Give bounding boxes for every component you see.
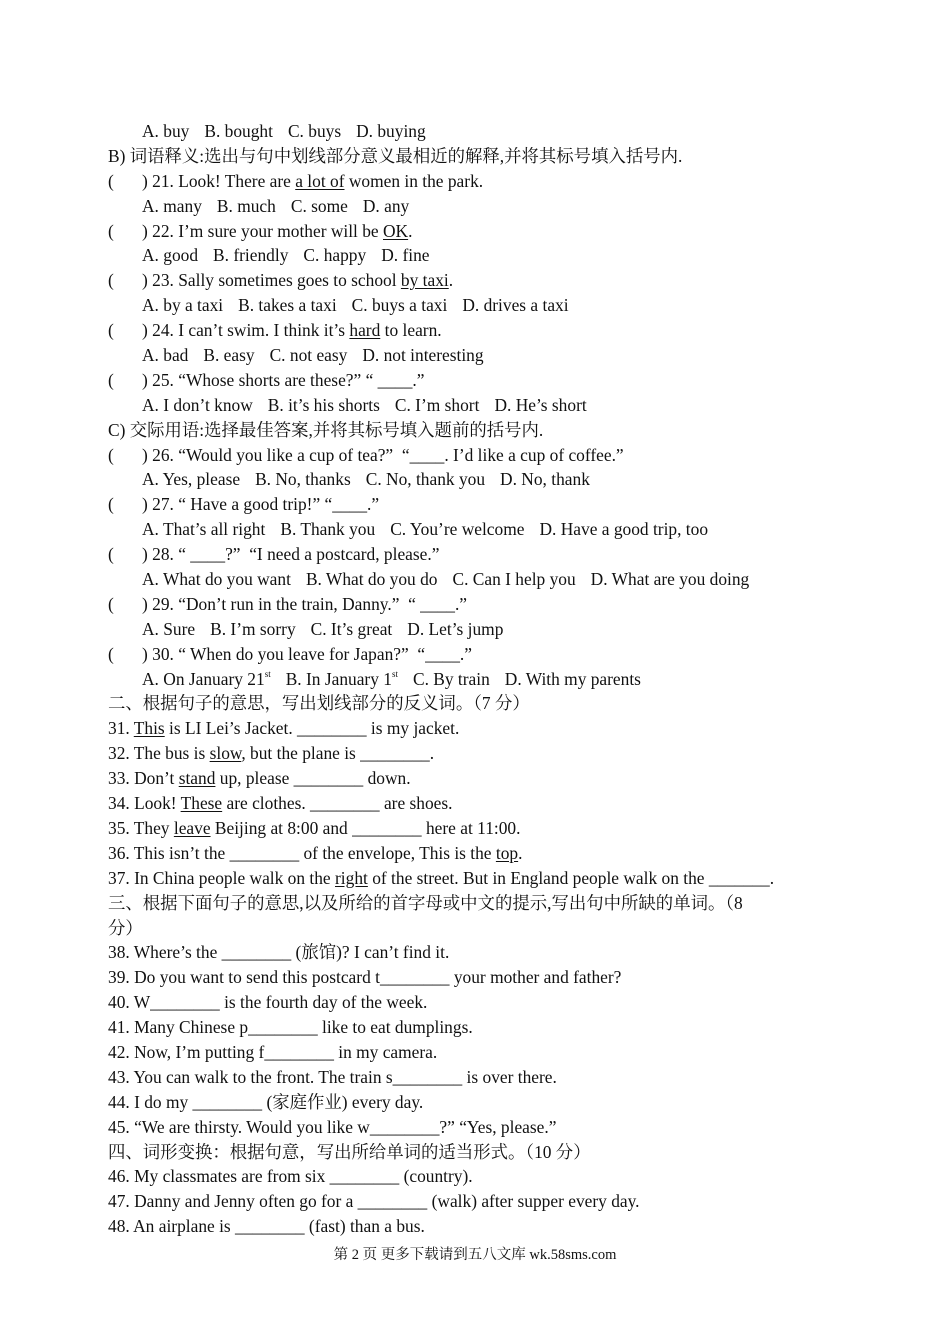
text-segment: 32. The bus is bbox=[108, 743, 210, 764]
underlined-word: stand bbox=[178, 768, 216, 789]
underlined-word: leave bbox=[173, 817, 211, 838]
answer-options bbox=[108, 343, 868, 368]
text-segment: ) 21. Look! There are bbox=[142, 170, 296, 191]
text-segment: ) 25. “Whose shorts are these?” “ ____.” bbox=[142, 369, 425, 390]
text-segment: 34. Look! bbox=[108, 793, 181, 814]
answer-option: C. buys a taxi bbox=[351, 295, 448, 316]
underlined-word: top bbox=[495, 842, 519, 863]
question-line bbox=[108, 268, 868, 293]
answer-paren[interactable]: ( bbox=[108, 170, 114, 191]
text-segment: 46. My classmates are from six ________ (country). bbox=[108, 1166, 473, 1187]
text-segment: are clothes. ________ are shoes. bbox=[222, 793, 453, 814]
text-segment: 36. This isn’t the ________ of the envelope, This is the bbox=[108, 842, 496, 863]
underlined-word: These bbox=[180, 793, 223, 814]
answer-option: B. I’m sorry bbox=[210, 618, 296, 639]
answer-paren[interactable]: ( bbox=[108, 220, 114, 241]
question-line bbox=[108, 443, 868, 468]
answer-option: A. Yes, please bbox=[142, 469, 241, 490]
answer-option: C. By train bbox=[412, 668, 490, 689]
text-line bbox=[108, 791, 868, 816]
answer-paren[interactable]: ( bbox=[108, 544, 114, 565]
answer-option: D. not interesting bbox=[362, 345, 484, 366]
text-line bbox=[108, 1140, 868, 1165]
answer-option: A. many bbox=[142, 195, 202, 216]
answer-paren[interactable]: ( bbox=[108, 643, 114, 664]
answer-option: C. It’s great bbox=[310, 618, 393, 639]
answer-option: B. friendly bbox=[213, 245, 289, 266]
question-line bbox=[108, 368, 868, 393]
answer-option: A. good bbox=[142, 245, 199, 266]
answer-option: B. In January 1st bbox=[285, 668, 398, 689]
text-line bbox=[108, 866, 868, 891]
answer-option: D. drives a taxi bbox=[462, 295, 569, 316]
text-segment: . bbox=[448, 270, 454, 291]
text-segment: B) 词语释义:选出与句中划线部分意义最相近的解释,并将其标号填入括号内. bbox=[108, 145, 683, 166]
text-segment: . bbox=[518, 842, 523, 863]
text-line bbox=[108, 1115, 868, 1140]
text-segment: ) 29. “Don’t run in the train, Danny.” “ ____.” bbox=[142, 593, 468, 614]
text-segment: ) 24. I can’t swim. I think it’s bbox=[142, 320, 350, 341]
underlined-word: This bbox=[133, 718, 165, 739]
text-line bbox=[108, 916, 868, 941]
text-line bbox=[108, 1040, 868, 1065]
answer-option: B. easy bbox=[203, 345, 255, 366]
answer-options bbox=[108, 194, 868, 219]
answer-paren[interactable]: ( bbox=[108, 494, 114, 515]
text-line bbox=[108, 841, 868, 866]
text-segment: 38. Where’s the ________ (旅馆)? I can’t find it. bbox=[108, 942, 450, 963]
text-segment: ) 26. “Would you like a cup of tea?” “____. I’d like a cup of coffee.” bbox=[142, 444, 624, 465]
answer-option: C. not easy bbox=[269, 345, 348, 366]
answer-option: D. With my parents bbox=[504, 668, 641, 689]
answer-paren[interactable]: ( bbox=[108, 593, 114, 614]
ordinal-suffix: st bbox=[391, 668, 398, 679]
answer-option: B. it’s his shorts bbox=[267, 394, 380, 415]
text-line bbox=[108, 940, 868, 965]
page-footer: 第 2 页 更多下载请到五八文库 wk.58sms.com bbox=[333, 1247, 617, 1263]
question-line bbox=[108, 542, 868, 567]
answer-option: D. Let’s jump bbox=[407, 618, 504, 639]
underlined-word: right bbox=[335, 867, 368, 888]
answer-options bbox=[108, 467, 868, 492]
answer-option: B. No, thanks bbox=[255, 469, 351, 490]
text-segment: 43. You can walk to the front. The train s________ is over there. bbox=[108, 1066, 557, 1087]
answer-option: B. bought bbox=[204, 121, 273, 141]
answer-option: A. That’s all right bbox=[142, 519, 266, 540]
answer-option: C. No, thank you bbox=[365, 469, 486, 490]
answer-option: A. Sure bbox=[142, 618, 196, 639]
answer-option: C. Can I help you bbox=[452, 569, 576, 590]
text-segment: 44. I do my ________ (家庭作业) every day. bbox=[108, 1091, 424, 1112]
answer-paren[interactable]: ( bbox=[108, 444, 114, 465]
text-line bbox=[108, 1090, 868, 1115]
answer-options bbox=[108, 119, 868, 144]
text-segment: 39. Do you want to send this postcard t________ your mother and father? bbox=[108, 967, 622, 988]
text-line bbox=[108, 741, 868, 766]
answer-option: D. No, thank bbox=[500, 469, 590, 490]
underlined-word: by taxi bbox=[400, 270, 449, 291]
answer-option: C. I’m short bbox=[394, 394, 480, 415]
text-segment: 48. An airplane is ________ (fast) than a bus. bbox=[108, 1216, 425, 1237]
text-segment: 三、根据下面句子的意思,以及所给的首字母或中文的提示,写出句中所缺的单词。（8 bbox=[108, 892, 743, 913]
text-segment: 二、根据句子的意思，写出划线部分的反义词。（7 分） bbox=[108, 693, 530, 714]
text-segment: 41. Many Chinese p________ like to eat dumplings. bbox=[108, 1017, 473, 1038]
text-line bbox=[108, 1164, 868, 1189]
answer-option: C. buys bbox=[287, 121, 342, 141]
answer-option: A. On January 21st bbox=[142, 668, 271, 689]
text-segment: is LI Lei’s Jacket. ________ is my jacket. bbox=[164, 718, 460, 739]
text-segment: ) 28. “ ____?” “I need a postcard, please.” bbox=[142, 544, 440, 565]
text-segment: 42. Now, I’m putting f________ in my camera. bbox=[108, 1041, 438, 1062]
question-line bbox=[108, 492, 868, 517]
text-segment: 分） bbox=[108, 917, 143, 938]
answer-option: D. What are you doing bbox=[590, 569, 750, 590]
text-line bbox=[108, 716, 868, 741]
answer-option: C. some bbox=[290, 195, 348, 216]
answer-option: B. takes a taxi bbox=[238, 295, 337, 316]
text-line bbox=[108, 766, 868, 791]
text-segment: ) 30. “ When do you leave for Japan?” “____.” bbox=[142, 643, 472, 664]
answer-options bbox=[108, 293, 868, 318]
underlined-word: slow bbox=[209, 743, 242, 764]
text-segment: 31. bbox=[108, 718, 134, 739]
text-segment: of the street. But in England people walk on the _______. bbox=[367, 867, 775, 888]
question-line bbox=[108, 642, 868, 667]
text-segment: up, please ________ down. bbox=[215, 768, 411, 789]
answer-option: D. Have a good trip, too bbox=[539, 519, 709, 540]
text-line bbox=[108, 418, 868, 443]
text-segment: . bbox=[408, 220, 413, 241]
text-segment: 45. “We are thirsty. Would you like w________?” “Yes, please.” bbox=[108, 1116, 557, 1137]
answer-options bbox=[108, 393, 868, 418]
answer-option: B. What do you do bbox=[305, 569, 438, 590]
answer-option: A. I don’t know bbox=[142, 394, 253, 415]
question-line bbox=[108, 318, 868, 343]
answer-option: B. Thank you bbox=[280, 519, 376, 540]
text-segment: 47. Danny and Jenny often go for a ________ (walk) after supper every day. bbox=[108, 1191, 640, 1212]
answer-options bbox=[108, 517, 868, 542]
answer-paren[interactable]: ( bbox=[108, 270, 114, 291]
text-line bbox=[108, 1214, 868, 1239]
text-line bbox=[108, 144, 868, 169]
text-line bbox=[108, 691, 868, 716]
text-segment: C) 交际用语:选择最佳答案,并将其标号填入题前的括号内. bbox=[108, 419, 544, 440]
answer-option: A. by a taxi bbox=[142, 295, 224, 316]
underlined-word: OK bbox=[383, 220, 409, 241]
text-segment: to learn. bbox=[380, 320, 442, 341]
answer-paren[interactable]: ( bbox=[108, 320, 114, 341]
answer-option: A. buy bbox=[142, 121, 190, 141]
answer-option: A. bad bbox=[142, 345, 189, 366]
answer-option: A. What do you want bbox=[142, 569, 291, 590]
text-segment: 40. W________ is the fourth day of the week. bbox=[108, 992, 428, 1013]
answer-options bbox=[108, 617, 868, 642]
ordinal-suffix: st bbox=[264, 668, 271, 679]
text-line bbox=[108, 965, 868, 990]
answer-option: B. much bbox=[216, 195, 276, 216]
question-line bbox=[108, 219, 868, 244]
text-segment: women in the park. bbox=[344, 170, 484, 191]
text-segment: 35. They bbox=[108, 817, 174, 838]
text-segment: 四、词形变换：根据句意，写出所给单词的适当形式。（10 分） bbox=[108, 1141, 591, 1162]
worksheet-page bbox=[108, 119, 868, 1239]
answer-option: D. any bbox=[362, 195, 410, 216]
text-line bbox=[108, 990, 868, 1015]
answer-option: C. happy bbox=[303, 245, 367, 266]
answer-options bbox=[108, 567, 868, 592]
question-line bbox=[108, 592, 868, 617]
answer-paren[interactable]: ( bbox=[108, 369, 114, 390]
text-segment: ) 27. “ Have a good trip!” “____.” bbox=[142, 494, 380, 515]
text-segment: ) 22. I’m sure your mother will be bbox=[142, 220, 383, 241]
text-line bbox=[108, 1189, 868, 1214]
answer-option: D. buying bbox=[356, 121, 426, 141]
text-segment: Beijing at 8:00 and ________ here at 11:00. bbox=[210, 817, 521, 838]
text-line bbox=[108, 891, 868, 916]
answer-options bbox=[108, 667, 868, 692]
answer-option: C. You’re welcome bbox=[390, 519, 525, 540]
text-segment: , but the plane is ________. bbox=[241, 743, 435, 764]
text-segment: 37. In China people walk on the bbox=[108, 867, 335, 888]
answer-option: D. fine bbox=[381, 245, 430, 266]
question-line bbox=[108, 169, 868, 194]
text-segment: 33. Don’t bbox=[108, 768, 179, 789]
text-line bbox=[108, 1015, 868, 1040]
underlined-word: a lot of bbox=[295, 170, 345, 191]
text-segment: ) 23. Sally sometimes goes to school bbox=[142, 270, 401, 291]
text-line bbox=[108, 816, 868, 841]
underlined-word: hard bbox=[349, 320, 381, 341]
answer-options bbox=[108, 243, 868, 268]
answer-option: D. He’s short bbox=[494, 394, 587, 415]
text-line bbox=[108, 1065, 868, 1090]
